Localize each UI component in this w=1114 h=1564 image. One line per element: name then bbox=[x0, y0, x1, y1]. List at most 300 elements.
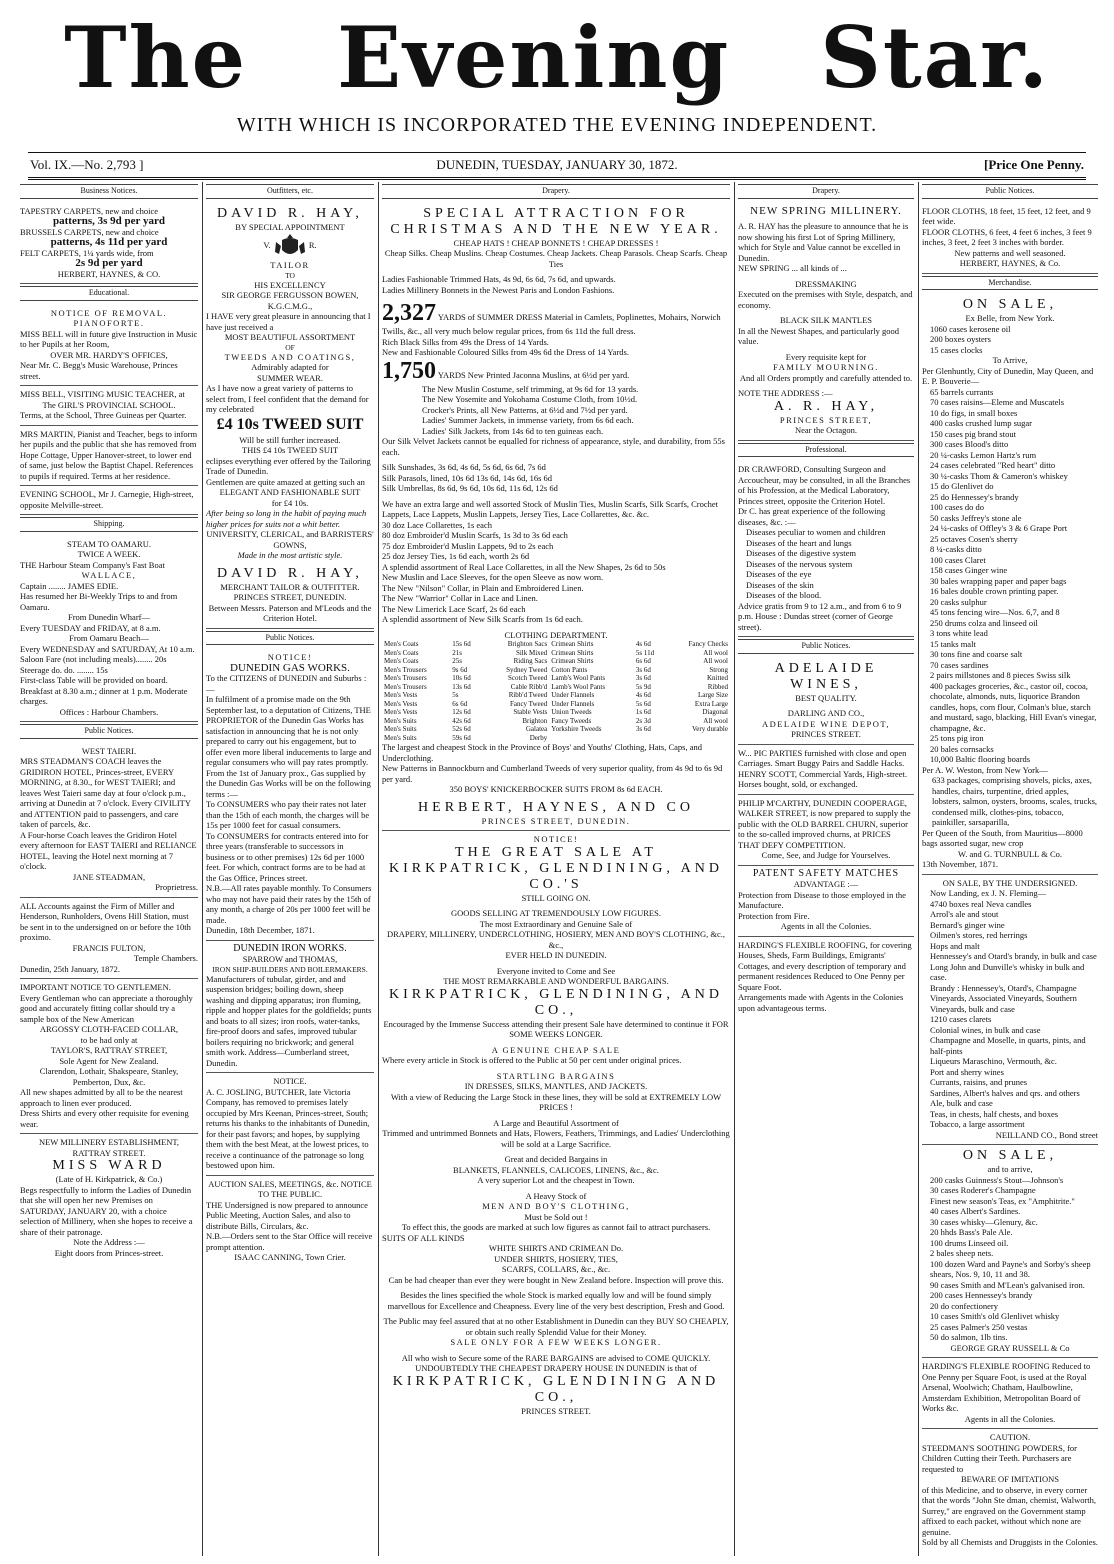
table-cell: 1s 6d bbox=[635, 708, 651, 716]
ad-heading: NOTICE! bbox=[267, 652, 313, 662]
goods-item: 45 tons fencing wire—Nos. 6,7, and 8 bbox=[930, 607, 1060, 617]
ad-heading: FAMILY MOURNING. bbox=[773, 362, 879, 372]
ad-line: ADVANTAGE :— bbox=[793, 879, 859, 889]
disease-item: Diseases of the skin bbox=[746, 579, 814, 590]
table-cell: 5s 11d bbox=[635, 648, 655, 657]
goods-list bbox=[922, 1175, 1098, 1343]
ad-line: Silk Sunshades, 3s 6d, 4s 6d, 5s 6d, 6s 6d, 7s 6d bbox=[382, 462, 546, 472]
table-row bbox=[382, 649, 730, 658]
disease-item: Diseases of the blood. bbox=[746, 590, 822, 600]
ad-heading: CLOTHING DEPARTMENT. bbox=[504, 629, 608, 640]
ad-line: THIS £4 10s TWEED SUIT bbox=[241, 445, 339, 455]
ad-line: Offices : Harbour Chambers. bbox=[59, 706, 159, 717]
table-cell: Riding Sacs bbox=[513, 657, 548, 665]
ad-line: Ladies' Silk Jackets, from 14s 6d to ten guineas each. bbox=[422, 425, 604, 436]
disease-list bbox=[738, 527, 914, 601]
advertiser-name: W. and G. TURNBULL & Co. bbox=[957, 848, 1063, 859]
table-cell: Under Flannels bbox=[551, 691, 595, 699]
gas-works-notice bbox=[206, 649, 374, 941]
goods-item: 100 cases do do bbox=[930, 502, 985, 512]
dress-material-line bbox=[382, 300, 730, 337]
title-word-2: Evening bbox=[337, 8, 731, 107]
ad-line: and to arrive, bbox=[987, 1164, 1033, 1174]
ad-heading: STEAM TO OAMARU. bbox=[67, 538, 151, 549]
goods-list bbox=[922, 387, 1098, 765]
table-cell: Extra Large bbox=[694, 699, 728, 708]
merchandise-ad bbox=[922, 294, 1098, 875]
ad-body: MISS BELL, VISITING MUSIC TEACHER, at bbox=[20, 389, 185, 399]
table-cell: All wool bbox=[703, 657, 728, 665]
column-divider bbox=[202, 182, 203, 1556]
newspaper-subtitle: WITH WHICH IS INCORPORATED THE EVENING INDEPENDENT. bbox=[236, 114, 878, 136]
ad-body: I HAVE very great pleasure in announcing that I have just received a bbox=[206, 311, 371, 332]
goods-item: 25 octaves Cosen's sherry bbox=[930, 533, 1018, 544]
table-cell: Men's Vests bbox=[384, 699, 418, 708]
goods-item: Teas, in chests, half chests, and boxes bbox=[930, 1108, 1059, 1119]
goods-item: Sardines, Albert's halves and qrs. and others bbox=[930, 1087, 1080, 1098]
ad-body: N.B.—All rates payable monthly. To Consumers who may not have paid their rates by the 15th of any month, a charge of 20s per 1000 feet will be made. bbox=[206, 883, 372, 925]
ad-body: W... PIC PARTIES furnished with close and open Carriages. Smart Buggy Pairs and Saddle Hacks. HENRY SCOTT, Commercial Yards, High-street. Horses bought, sold, or exchanged. bbox=[738, 747, 908, 789]
ad-body: Advice gratis from 9 to 12 a.m., and from 6 to 9 p.m. House : Dundas street (corner of George street). bbox=[738, 600, 902, 632]
table-cell: 42s 6d bbox=[452, 716, 471, 725]
column-3 bbox=[382, 182, 730, 1556]
table-row bbox=[382, 717, 730, 726]
ad-line: EVER HELD IN DUNEDIN. bbox=[505, 950, 607, 960]
ad-body: Manufacturers of tubular, girder, and and suspension bridges; boiling down, sheep washing and dipping apparatus; iron fluming, ripple and hopper plates for the goldfields; punts and boats to all sizes; iron roofs, water-tanks, fire-proof doors and safes, improved tubular boilers requiring no brickwork; and general smith work. Address—Cumberland street, Dunedin. bbox=[206, 973, 372, 1068]
ad-line: MOST BEAUTIFUL ASSORTMENT bbox=[224, 332, 356, 342]
ad-heading: CAUTION. bbox=[989, 1432, 1031, 1442]
section-heading: Business Notices. bbox=[20, 184, 198, 199]
table-cell: Cable Ribb'd bbox=[510, 682, 548, 691]
goods-item: 30 tons fine and coarse salt bbox=[930, 649, 1023, 659]
goods-item: 15 do Glenlivet do bbox=[930, 481, 994, 491]
ad-body: A Four-horse Coach leaves the Gridiron Hotel every afternoon for EAST TAIERI and RELIANCE HOTEL, leaving the Hotel next morning at 7 o'clock. bbox=[20, 829, 197, 871]
ad-line: UNIVERSITY, CLERICAL, and BARRISTERS' GOWNS, bbox=[206, 529, 374, 550]
advertiser-name: HERBERT, HAYNES, & Co. bbox=[959, 258, 1061, 268]
table-cell: Men's Suits bbox=[384, 716, 417, 725]
goods-item: 50 do salmon, 1lb tins. bbox=[930, 1332, 1008, 1342]
table-row bbox=[382, 725, 730, 734]
table-cell: Men's Vests bbox=[384, 691, 418, 699]
ad-line: BRUSSELS CARPETS, new and choice bbox=[20, 226, 159, 237]
ad-line: Ladies' Summer Jackets, in immense variety, from 6s 6d each. bbox=[422, 415, 634, 425]
ad-line: MEN AND BOY'S CLOTHING, bbox=[482, 1201, 630, 1211]
ad-line: THE Harbour Steam Company's Fast Boat bbox=[20, 559, 165, 570]
table-cell: Men's Trousers bbox=[384, 682, 427, 691]
advertiser-name: HERBERT, HAYNES, & CO. bbox=[57, 268, 161, 279]
table-row bbox=[382, 657, 730, 666]
ad-line: DRAPERY, MILLINERY, UNDERCLOTHING, HOSIERY, MEN AND BOY'S CLOTHING, &c., &c., bbox=[386, 929, 725, 950]
ad-line: TAYLOR'S, RATTRAY STREET, bbox=[50, 1045, 168, 1055]
ad-line: Made in the most artistic style. bbox=[237, 550, 343, 560]
ad-heading: DAVID R. HAY, bbox=[217, 205, 363, 221]
ad-body: Every Gentleman who can appreciate a thoroughly good and accurately fitting collar should try a sample box of the New American bbox=[20, 992, 193, 1024]
goods-item: 20 ¼-casks Lemon Hartz's rum bbox=[930, 449, 1037, 460]
table-cell: Lamb's Wool Pants bbox=[551, 674, 606, 682]
yard-count: 2,327 bbox=[382, 300, 436, 326]
table-cell: Men's Coats bbox=[384, 648, 419, 657]
table-cell: Cotton Pants bbox=[551, 665, 588, 674]
table-cell: 15s 6d bbox=[452, 640, 471, 648]
ad-line: Come, See, and Judge for Yourselves. bbox=[761, 850, 891, 860]
ad-line: 13th November, 1871. bbox=[922, 859, 999, 869]
collar-ad bbox=[20, 979, 198, 1134]
advertiser-name: GEORGE GRAY RUSSELL & Co bbox=[950, 1342, 1070, 1353]
ad-line: Dress Shirts and every other requisite for evening wear. bbox=[20, 1108, 189, 1129]
ad-line: Every TUESDAY and FRIDAY, at 8 a.m. bbox=[20, 622, 161, 633]
ad-line: UNDER SHIRTS, HOSIERY, TIES, bbox=[494, 1253, 618, 1264]
table-cell: Men's Coats bbox=[384, 640, 419, 648]
table-cell: Derby bbox=[529, 733, 548, 742]
goods-item: 250 drums colza and linseed oil bbox=[930, 617, 1038, 628]
ad-line: SPARROW and THOMAS, bbox=[242, 954, 338, 964]
advertiser-address: PRINCES STREET. bbox=[521, 1405, 591, 1416]
ad-line: All who wish to Secure some of the RARE BARGAINS are advised to COME QUICKLY. bbox=[401, 1352, 711, 1363]
merchandise-ad bbox=[922, 875, 1098, 1146]
ad-headline: £4 10s TWEED SUIT bbox=[216, 415, 364, 433]
table-cell: Men's Trousers bbox=[384, 665, 427, 674]
goods-list bbox=[922, 888, 1098, 1130]
ad-body: MISS BELL will in future give Instruction in Music to her Pupils at her Room, bbox=[20, 328, 198, 349]
ad-line: 2s 9d per yard bbox=[75, 257, 143, 269]
ad-line: Silk Umbrellas, 8s 6d, 9s 6d, 10s 6d, 11s 6d, 12s 6d bbox=[382, 483, 558, 493]
goods-item: 70 cases raisins—Eleme and Muscatels bbox=[930, 397, 1065, 407]
ad-line: Can be had cheaper than ever they were bought in New Zealand before. Inspection will prove this. bbox=[388, 1274, 724, 1285]
ad-line: Temple Chambers. bbox=[133, 953, 198, 963]
ad-line: Per Glenhuntly, City of Dunedin, May Queen, and E. P. Bouverie— bbox=[922, 365, 1094, 386]
goods-item: 10 cases Smith's old Glenlivet whisky bbox=[930, 1311, 1060, 1321]
ad-line: (Late of H. Kirkpatrick, & Co.) bbox=[55, 1174, 163, 1184]
ad-line: All new shapes admitted by all to be the nearest approach to linen ever produced. bbox=[20, 1087, 183, 1108]
section-heading: Merchandise. bbox=[922, 276, 1098, 291]
disease-item: Diseases peculiar to women and children bbox=[746, 527, 886, 537]
ad-line: Ladies Fashionable Trimmed Hats, 4s 9d, 6s 6d, 7s 6d, and upwards. bbox=[382, 274, 616, 284]
royal-crest-icon bbox=[273, 232, 307, 260]
table-cell: Sydney Tweed bbox=[506, 665, 548, 674]
section-heading: Educational. bbox=[20, 286, 198, 301]
table-cell: Men's Suits bbox=[384, 733, 417, 742]
goods-item: Currants, raisins, and prunes bbox=[930, 1077, 1028, 1087]
goods-item: 15 cases clocks bbox=[930, 344, 983, 355]
goods-item: 400 packages groceries, &c., castor oil, cocoa, chocolate, almonds, nuts, liquorice Brandon candles, hops, corn flour, Colman's blue, starch and mustard, sago, blacking, Hill Evan's vinegar, champagne, &c. bbox=[930, 680, 1097, 733]
goods-item: 50 casks Jeffrey's stone ale bbox=[930, 512, 1022, 523]
ad-line: Protection from Disease to those employed in the Manufacture. bbox=[738, 889, 906, 910]
goods-item: Tobacco, a large assortment bbox=[930, 1119, 1025, 1129]
ad-line: To effect this, the goods are marked at such low figures as cannot fail to attract purchasers. bbox=[401, 1222, 711, 1232]
ad-line: to be had only at bbox=[80, 1034, 138, 1045]
ad-line: Near the Octagon. bbox=[794, 425, 858, 435]
table-cell: 3s 6d bbox=[635, 674, 651, 682]
section-heading: Public Notices. bbox=[20, 724, 198, 739]
ad-line: TWEEDS AND COATINGS, bbox=[224, 351, 356, 362]
ad-heading: ADELAIDE WINES, bbox=[774, 660, 878, 692]
table-cell: Crimean Shirts bbox=[551, 648, 594, 657]
table-cell: 3s 6d bbox=[635, 665, 651, 674]
table-cell: Diagonal bbox=[702, 708, 728, 716]
ad-line: Where every article in Stock is offered to the Public at 50 per cent under original prices. bbox=[382, 1055, 682, 1065]
ad-line: 25 doz Jersey Ties, 1s 6d each, worth 2s 6d bbox=[382, 551, 530, 561]
table-cell bbox=[634, 734, 667, 743]
ad-heading: SPECIAL ATTRACTION FOR bbox=[423, 205, 689, 221]
wine-ad bbox=[738, 658, 914, 745]
ad-line: NOTE THE ADDRESS :— bbox=[738, 388, 833, 398]
ad-body: eclipses everything ever offered by the Tailoring Trade of Dunedin. bbox=[206, 455, 371, 476]
ad-body: Begs respectfully to inform the Ladies of Dunedin that she will open her new Premises on SATURDAY, JANUARY 20, with a choice selection of Millinery, when she hopes to receive a share of their patronage. bbox=[20, 1184, 193, 1237]
goods-item: 10 do figs, in small boxes bbox=[930, 407, 1018, 418]
table-row bbox=[382, 683, 730, 692]
goods-item: 1060 cases kerosene oil bbox=[930, 323, 1011, 334]
ad-line: WHITE SHIRTS AND CRIMEAN Do. bbox=[488, 1243, 624, 1253]
ad-heading: KIRKPATRICK, GLENDINING, AND CO.'S bbox=[389, 860, 723, 892]
advertiser-name: A. R. HAY, bbox=[773, 398, 879, 414]
ad-line: CHEAP HATS ! CHEAP BONNETS ! CHEAP DRESSES ! bbox=[453, 237, 659, 248]
table-cell: 3s 6d bbox=[635, 725, 651, 733]
table-cell: All wool bbox=[703, 716, 728, 725]
table-row bbox=[382, 674, 730, 683]
ad-line: Must be Sold out ! bbox=[524, 1211, 588, 1222]
ad-line: The largest and cheapest Stock in the Province of Boys' and Youths' Clothing, Hats, Caps, and Underclothing. bbox=[382, 742, 702, 763]
ad-body: Dr C. has great experience of the following diseases, &c. :— bbox=[738, 506, 886, 527]
section-heading: Public Notices. bbox=[206, 631, 374, 646]
goods-item: 24 ¼-casks of Offley's 3 & 6 Grape Port bbox=[930, 523, 1068, 533]
table-cell: Men's Suits bbox=[384, 725, 417, 733]
goods-item: 20 do confectionery bbox=[930, 1300, 998, 1311]
ad-line: TO bbox=[285, 270, 295, 280]
table-cell: Galatea bbox=[525, 725, 548, 733]
pianist-ad bbox=[20, 426, 198, 487]
table-cell: Fancy Tweeds bbox=[551, 716, 592, 725]
ad-line: Near Mr. C. Begg's Music Warehouse, Princes street. bbox=[20, 360, 178, 381]
goods-item: Long John and Dunville's whisky in bulk and case. bbox=[930, 961, 1085, 982]
iron-works-ad bbox=[206, 941, 374, 1074]
ad-line: To the CITIZENS of DUNEDIN and Suburbs :— bbox=[206, 673, 367, 694]
goods-item: 100 dozen Ward and Payne's and Sorby's sheep shears, Nos. 9, 10, 11 and 38. bbox=[930, 1258, 1091, 1279]
ad-body: N.B.—Orders sent to the Star Office will receive prompt attention. bbox=[206, 1231, 373, 1252]
table-row bbox=[382, 666, 730, 675]
goods-item: 90 cases Smith and M'Lean's galvanised iron. bbox=[930, 1279, 1085, 1290]
column-4 bbox=[738, 182, 914, 1556]
ad-heading: NOTICE OF REMOVAL. bbox=[50, 307, 168, 318]
goods-item: 24 cases celebrated "Red heart" ditto bbox=[930, 460, 1056, 470]
table-cell: Union Tweeds bbox=[551, 708, 592, 716]
goods-item: Colonial wines, in bulk and case bbox=[930, 1024, 1041, 1035]
music-teacher-ad bbox=[20, 386, 198, 426]
table-cell: 12s 6d bbox=[452, 708, 471, 716]
table-cell: Men's Trousers bbox=[384, 674, 427, 682]
ad-line: OF bbox=[285, 342, 295, 352]
volume-number: Vol. IX.—No. 2,793 ] bbox=[30, 157, 144, 172]
section-heading: Outfitters, etc. bbox=[206, 184, 374, 199]
goods-item: 200 cases Hennessey's brandy bbox=[930, 1290, 1033, 1300]
ad-line: GOODS SELLING AT TREMENDOUSLY LOW FIGURES. bbox=[451, 908, 661, 918]
table-cell: Fancy Tweed bbox=[509, 699, 548, 708]
goods-item: 70 cases sardines bbox=[930, 659, 989, 670]
ad-line: ADELAIDE WINE DEPOT, bbox=[761, 718, 891, 729]
ad-line: BLANKETS, FLANNELS, CALICOES, LINENS, &c., &c. bbox=[453, 1164, 659, 1175]
ad-heading: IMPORTANT NOTICE TO GENTLEMEN. bbox=[20, 982, 171, 992]
steamer-ad bbox=[20, 536, 198, 723]
goods-item: 100 drums Linseed oil. bbox=[930, 1237, 1009, 1248]
table-cell: 6s 6d bbox=[635, 657, 651, 665]
butcher-notice bbox=[206, 1073, 374, 1176]
ad-body: We have an extra large and well assorted Stock of Muslin Ties, Muslin Scarfs, Silk Scarfs, Crochet Lappets, Lace Lappets, Muslin Lappets, Jersey Ties, Lace Collarettes, &c. &c. bbox=[382, 498, 719, 519]
table-cell: 52s 6d bbox=[452, 725, 471, 733]
disease-item: Diseases of the nervous system bbox=[746, 558, 853, 569]
ad-heading: ON SALE, bbox=[962, 297, 1058, 312]
table-cell: Knitted bbox=[707, 674, 728, 682]
powders-ad bbox=[922, 1429, 1098, 1552]
ad-line: 30 doz Lace Collarettes, 1s each bbox=[382, 519, 492, 530]
goods-item: Brandy : Hennessey's, Otard's, Champagne Vineyards, Associated Vineyards, Southern Vineyards, bulk and case bbox=[930, 982, 1077, 1014]
ad-body: MRS STEADMAN'S COACH leaves the GRIDIRON HOTEL, Princes-street, EVERY MORNING, at 8.30., for WEST TAIERI; and leaves West Taieri same day at four o'clock p.m., arriving at Dunedin at 7 o'clock. Every CIVILITY and ATTENTION paid to passengers, and care taken of parcels, &c. bbox=[20, 756, 191, 829]
ad-line: Everyone invited to Come and See bbox=[496, 965, 616, 976]
carriage-ad bbox=[738, 745, 914, 795]
floor-cloth-ad bbox=[922, 203, 1098, 274]
ad-line: To Arrive, bbox=[992, 355, 1028, 365]
ad-line: MERCHANT TAILOR & OUTFITTER. bbox=[220, 581, 360, 592]
ad-heading: NEW SPRING MILLINERY. bbox=[750, 204, 902, 217]
goods-item: 8 ¼-casks ditto bbox=[930, 544, 982, 554]
muslin-line bbox=[382, 358, 730, 384]
ad-body: Executed on the premises with Style, despatch, and economy. bbox=[738, 289, 913, 310]
ad-body: of this Medicine, and to observe, in every corner that the words "John Ste dman, chemist, Walworth, Surrey," are engraved on the Government stamp affixed to each packet, without which none are genuine. bbox=[922, 1484, 1097, 1537]
ad-line: New patterns and well seasoned. bbox=[954, 247, 1066, 258]
table-cell bbox=[549, 734, 634, 743]
yard-count: 1,750 bbox=[382, 357, 436, 384]
goods-list bbox=[922, 324, 1098, 356]
ad-body: YARDS New Printed Jaconna Muslins, at 6½d per yard. bbox=[437, 369, 630, 380]
matches-ad bbox=[738, 866, 914, 937]
ad-line: The New Muslin Costume, self trimming, at 9s 6d for 13 yards. bbox=[422, 383, 639, 394]
ad-body: As I have now a great variety of patterns to select from, I feel confident that the demand for my celebrated bbox=[206, 383, 369, 414]
table-row bbox=[382, 700, 730, 709]
ad-body: STEEDMAN'S SOOTHING POWDERS, for Children Cutting their Teeth. Purchasers are requested to bbox=[922, 1442, 1078, 1474]
goods-item: 150 cases pig brand stout bbox=[930, 428, 1016, 439]
table-cell: Brighton Sacs bbox=[507, 640, 548, 648]
ad-line: TAILOR bbox=[270, 260, 310, 270]
goods-item: 200 casks Guinness's Stout—Johnson's bbox=[930, 1174, 1064, 1185]
ad-heading: ON SALE, bbox=[962, 1148, 1058, 1163]
ad-line: Saloon Fare (not including meals)........ 20s bbox=[20, 654, 167, 664]
ad-line: Besides the lines specified the whole Stock is marked equally low and will be found simply marvellous for Excellence and Cheapness. Every line of the very best description, Fresh and Good. bbox=[387, 1290, 725, 1311]
goods-item: 30 cases whisky—Glenury, &c. bbox=[930, 1216, 1038, 1227]
ad-body: FLOOR CLOTHS, 6 feet, 4 feet 6 inches, 3 feet 9 inches, 3 feet, 2 feet 3 inches with border. bbox=[922, 226, 1092, 247]
ad-line: Terms, at the School, Three Guineas per Quarter. bbox=[20, 410, 187, 420]
carpets-ad bbox=[20, 203, 198, 285]
ad-line: R. bbox=[308, 239, 317, 250]
ad-line: FRANCIS FULTON, bbox=[72, 942, 146, 953]
ad-heading: NOTICE. bbox=[273, 1076, 307, 1086]
ad-line: FELT CARPETS, 1¼ yards wide, from bbox=[20, 247, 154, 258]
ad-body: A. C. JOSLING, BUTCHER, late Victoria Company, has removed to premises lately occupied by Mrs Keenan, Princes-street, South; returns his thanks to the inhabitants of Dunedin, for their past favors; and hopes, by supplying them with the best Meat, at the lowest prices, to receive a continuance of the patronage so long bestowed upon him. bbox=[206, 1086, 370, 1170]
ad-line: Silk Parasols, lined, 10s 6d 13s 6d, 14s 6d, 16s 6d bbox=[382, 472, 553, 483]
table-row bbox=[382, 708, 730, 717]
ad-heading: DUNEDIN IRON WORKS. bbox=[233, 942, 347, 954]
ad-line: DARLING AND CO., bbox=[787, 708, 865, 718]
ad-line: IRON SHIP-BUILDERS AND BOILERMAKERS. bbox=[212, 964, 368, 974]
ad-line: Proprietress. bbox=[155, 882, 198, 892]
ad-line: Will be still further increased. bbox=[239, 434, 341, 445]
newspaper-title bbox=[0, 10, 1114, 106]
advertiser-name: HERBERT, HAYNES, AND CO bbox=[418, 799, 694, 815]
goods-item: 40 cases Albert's Sardines. bbox=[930, 1206, 1021, 1216]
ad-heading: THE GREAT SALE AT bbox=[455, 844, 657, 860]
ad-line: PRINCES STREET. bbox=[791, 729, 861, 739]
column-divider bbox=[378, 182, 379, 1556]
masthead bbox=[0, 0, 1114, 180]
ad-line: HIS EXCELLENCY bbox=[254, 279, 326, 290]
ad-line: ELEGANT AND FASHIONABLE SUIT bbox=[219, 487, 361, 497]
ad-heading: PIANOFORTE. bbox=[73, 318, 145, 328]
ad-line: With a view of Reducing the Large Stock in these lines, they will be sold at EXTREMELY LOW PRICES ! bbox=[390, 1091, 722, 1112]
ad-line: Every requisite kept for bbox=[785, 351, 867, 362]
section-heading: Drapery. bbox=[738, 184, 914, 199]
goods-item: 65 barrels currants bbox=[930, 386, 994, 397]
table-cell: 59s 6d bbox=[452, 733, 471, 742]
goods-item: 3 tons white lead bbox=[930, 628, 988, 638]
ad-line: MISS WARD bbox=[52, 1158, 166, 1173]
royal-crest-line bbox=[206, 232, 374, 260]
ad-line: The New Yosemite and Yokohama Costume Cloth, from 10½d. bbox=[422, 394, 638, 404]
column-divider bbox=[918, 182, 919, 1556]
roofing-ad bbox=[738, 937, 914, 1018]
ad-line: A Large and Beautiful Assortment of bbox=[493, 1117, 619, 1128]
ad-line: Cheap Silks. Cheap Muslins. Cheap Costumes. Cheap Jackets. Cheap Parasols. Cheap Scarfs. Cheap Ties bbox=[384, 248, 728, 269]
table-cell: Lamb's Wool Pants bbox=[551, 682, 606, 691]
ad-line: SIR GEORGE FERGUSSON BOWEN, K.G.C.M.G., bbox=[221, 290, 359, 311]
spring-millinery-ad bbox=[738, 203, 914, 441]
goods-item: Now Landing, ex J. N. Fleming— bbox=[930, 888, 1047, 898]
ad-line: STARTLING BARGAINS bbox=[496, 1070, 616, 1081]
ad-body: After being so long in the habit of paying much higher prices for suits not a whit better. bbox=[206, 508, 367, 529]
column-divider bbox=[734, 182, 735, 1556]
ad-line: New Muslin and Lace Sleeves, for the open Sleeve as now worn. bbox=[382, 572, 604, 582]
goods-item: 1210 cases clarets bbox=[930, 1014, 992, 1024]
goods-item: Port and sherry wines bbox=[930, 1066, 1004, 1077]
ad-line: JANE STEADMAN, bbox=[72, 871, 146, 882]
table-cell: Under Flannels bbox=[551, 699, 595, 708]
ad-line: Dunedin, 18th December, 1871. bbox=[206, 925, 315, 935]
ad-line: A splendid assortment of New Silk Scarfs from 1s 6d each. bbox=[382, 614, 583, 624]
ad-line: Great and decided Bargains in bbox=[504, 1154, 608, 1164]
ad-body: HARDING'S FLEXIBLE ROOFING, for covering Houses, Sheds, Farm Buildings, Emigrants' Cottages, and every description of temporary and permanent residences Reduced to One Penny per Square Foot. bbox=[738, 939, 912, 992]
table-cell: Yorkshire Tweeds bbox=[551, 725, 602, 733]
goods-item: 25 tons pig iron bbox=[930, 733, 984, 743]
table-cell: 4s 6d bbox=[635, 691, 651, 699]
ad-body: Our Silk Velvet Jackets cannot be equalled for richness of appearance, style, and durability, from 55s each. bbox=[382, 436, 725, 457]
table-cell: 21s bbox=[452, 648, 463, 657]
goods-item: Oilmen's stores, red herrings bbox=[930, 930, 1028, 940]
ad-line: PRINCES STREET, DUNEDIN. bbox=[233, 592, 347, 602]
ad-line: The New "Nilson" Collar, in Plain and Embroidered Linen. bbox=[382, 582, 584, 593]
ad-body: Sold by all Chemists and Druggists in the Colonies. bbox=[922, 1537, 1098, 1547]
disease-item: Diseases of the digestive system bbox=[746, 548, 857, 558]
goods-item: Hops and malt bbox=[930, 940, 980, 951]
ad-line: A very superior Lot and the cheapest in Town. bbox=[477, 1175, 635, 1185]
advertiser-name: KIRKPATRICK, GLENDINING AND CO., bbox=[392, 1373, 720, 1405]
ad-line: And all Orders promptly and carefully attended to. bbox=[739, 372, 913, 383]
ad-line: Has resumed her Bi-Weekly Trips to and from Oamaru. bbox=[20, 591, 178, 612]
section-heading: Shipping. bbox=[20, 517, 198, 532]
ad-line: Captain ........ JAMES EDIE. bbox=[20, 580, 119, 591]
cooperage-ad bbox=[738, 795, 914, 866]
ad-line: BEST QUALITY. bbox=[795, 692, 857, 703]
ad-body: DR CRAWFORD, Consulting Surgeon and Accoucheur, may be consulted, in all the Branches of his Profession, at the Medical Laboratory, Princes street, opposite the Criterion Hotel. bbox=[738, 464, 911, 506]
ad-body: Arrangements made with Agents in the Colonies upon advantageous terms. bbox=[738, 992, 904, 1013]
goods-item: 30 bales wrapping paper and paper bags bbox=[930, 575, 1067, 586]
ad-heading: WEST TAIERI. bbox=[81, 745, 137, 756]
table-cell: Brighton bbox=[522, 716, 548, 725]
